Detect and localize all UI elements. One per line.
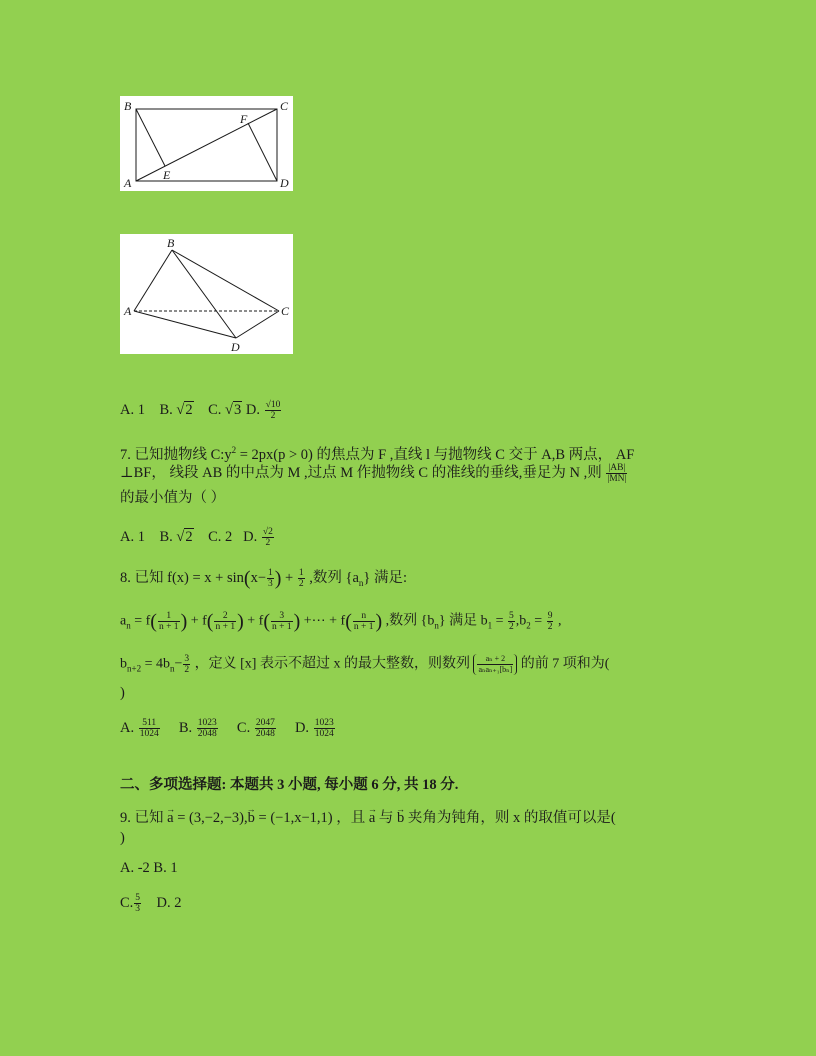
q9-option-d: D. 2 [156, 895, 182, 911]
q7-option-d: D. $\frac{√2}{2}$ [243, 527, 273, 549]
label-d: D [280, 176, 289, 190]
label-b: B [124, 99, 132, 113]
label-a: A [124, 176, 132, 190]
q8-option-d: D. $\frac{1023}{1024}$ [294, 718, 334, 740]
q7-line-1: 7. 已知抛物线 $C:y^2 = 2px(p > 0)$ 的焦点为 F ,直线 l 与抛物线 C 交于 A,B 两点， AF [120, 445, 635, 463]
q8-line-3: $b_{n+2} = 4b_n-$ $\frac{3}{2}$ ，定义 [x] 表示不超过 x 的最大整数，则数列 $\frac{\text{aₙ + 2}}{\text{aₙaₙ₊₁[bₙ]}}$ 的前 7 项和为( [120, 654, 610, 675]
q8-option-b: B. $\frac{1023}{2048}$ [178, 718, 217, 740]
q8-line-4: ) [120, 685, 125, 701]
q9-options-row-1: A. -2 B. 1 [120, 860, 178, 876]
q9-options-row-2 [120, 893, 182, 914]
q6-option-a: A. 1 [120, 402, 145, 418]
label-e: E [163, 168, 171, 182]
q7-option-b: B. √2 [159, 529, 193, 545]
q9-option-c: C. $\frac{5}{3}$ [120, 893, 141, 915]
q6-options [120, 400, 282, 421]
label-f: F [240, 112, 248, 126]
tetrahedron-figure [120, 234, 293, 354]
rectangle-figure [120, 96, 293, 191]
q8-options [120, 718, 336, 739]
q6-option-b: B. √2 [159, 402, 193, 418]
q7-option-a: A. 1 [120, 529, 145, 545]
q7-option-c: C. 2 [208, 529, 233, 545]
label-d: D [231, 340, 240, 354]
q9-line-2: ) [120, 830, 125, 846]
q6-option-c: C. √3 [208, 402, 242, 418]
q9-line-1: 9. 已知 → a = (3,−2,−3),→ b = (−1,x−1,1) ，且 → a 与 → b 夹角为钝角，则 x 的取值可以是( [120, 808, 616, 828]
q6-option-d: D. $\frac{√10}{2}$ [245, 400, 281, 422]
q8-line-2: $a_n = f$( $\frac{1}{n + 1}$ ) + f( $\frac{2}{n + 1}$ ) + f( $\frac{3}{n + 1}$ ) +⋯ + f( $\frac{n}{n + 1}$ ) ,数列 $\{b_n\}$ 满足 $b_1$ = $\frac{5}{2}$ $,b_2$ = $\frac{9}{2}$ , [120, 610, 562, 633]
q8-line-1: 8. 已知 f(x) = x + sin(x− $\frac{1}{3}$ ) + $\frac{1}{2}$ ,数列 $\{a_n\}$ 满足: [120, 567, 408, 590]
label-a: A [124, 304, 132, 318]
q7-line-3: 的最小值为（ ） [120, 490, 226, 506]
label-b: B [167, 236, 175, 250]
q8-option-c: C. $\frac{2047}{2048}$ [236, 718, 275, 740]
section-heading: 二、多项选择题: 本题共 3 小题, 每小题 6 分, 共 18 分. [120, 777, 459, 793]
label-c: C [281, 304, 290, 318]
q7-options [120, 527, 275, 548]
q7-line-2: ⊥BF， 线段 AB 的中点为 M ,过点 M 作抛物线 C 的准线的垂线,垂足为 N ,则 $\frac{|AB|}{|MN|}$ [120, 463, 627, 485]
q8-option-a: A. $\frac{511}{1024}$ [120, 718, 159, 740]
label-c: C [280, 99, 289, 113]
